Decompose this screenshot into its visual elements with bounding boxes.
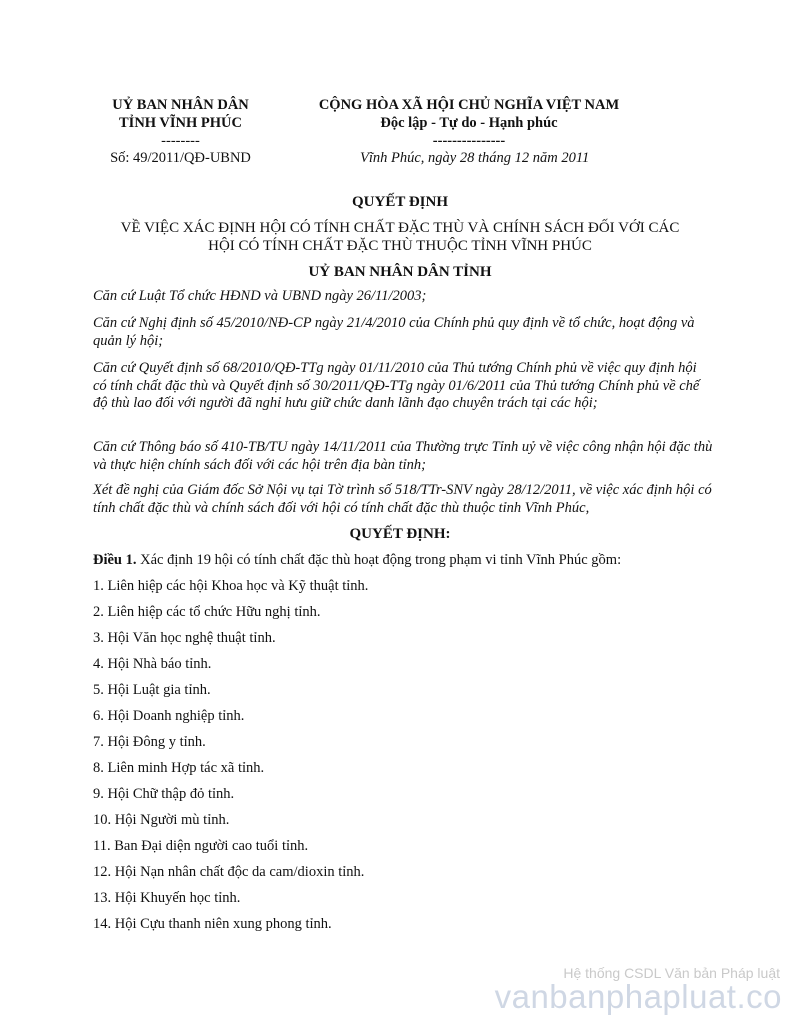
list-item: 10. Hội Người mù tỉnh.	[93, 812, 230, 828]
list-item: 3. Hội Văn học nghệ thuật tỉnh.	[93, 630, 276, 646]
list-item: 13. Hội Khuyến học tỉnh.	[93, 890, 241, 906]
list-item: 7. Hội Đông y tỉnh.	[93, 734, 206, 750]
article-1-text: Xác định 19 hội có tính chất đặc thù hoạt động trong phạm vi tỉnh Vĩnh Phúc gồm:	[136, 552, 622, 568]
article-1-label: Điều 1.	[93, 552, 137, 568]
legal-basis-4: Căn cứ Thông báo số 410-TB/TU ngày 14/11/2011 của Thường trực Tỉnh uỷ về việc công nhận hội đặc thù và thực hiện chính sách đối với các hội trên địa bàn tỉnh;	[93, 439, 713, 473]
motto: Độc lập - Tự do - Hạnh phúc	[380, 115, 558, 131]
legal-basis-5: Xét đề nghị của Giám đốc Sở Nội vụ tại Tờ trình số 518/TTr-SNV ngày 28/12/2011, về việc xác định hội có tính chất đặc thù và chính sách đối với hội có tính chất đặc thù thuộc tỉnh Vĩnh Phúc,	[93, 482, 712, 516]
decision-heading: QUYẾT ĐỊNH:	[349, 526, 451, 542]
issuing-agency	[78, 96, 283, 150]
list-item: 6. Hội Doanh nghiệp tỉnh.	[93, 708, 245, 724]
list-item: 2. Liên hiệp các tổ chức Hữu nghị tỉnh.	[93, 604, 321, 620]
legal-basis-3: Căn cứ Quyết định số 68/2010/QĐ-TTg ngày 01/11/2010 của Thủ tướng Chính phủ về việc quy định hội có tính chất đặc thù và Quyết định số 30/2011/QĐ-TTg ngày 01/6/2011 của Thủ tướng Chính phủ về chế độ thù lao đối với người đã nghỉ hưu giữ chức danh lãnh đạo chuyên trách tại các hội;	[93, 360, 700, 411]
subtitle-line2: HỘI CÓ TÍNH CHẤT ĐẶC THÙ THUỘC TỈNH VĨNH PHÚC	[208, 238, 592, 254]
motto-separator: ---------------	[432, 133, 506, 149]
country-name: CỘNG HÒA XÃ HỘI CHỦ NGHĨA VIỆT NAM	[318, 97, 620, 113]
place-date: Vĩnh Phúc, ngày 28 tháng 12 năm 2011	[360, 150, 590, 166]
agency-line2: TỈNH VĨNH PHÚC	[119, 115, 242, 131]
agency-line1: UỶ BAN NHÂN DÂN	[112, 97, 249, 113]
document-subtitle	[100, 219, 700, 255]
subtitle-line1: VỀ VIỆC XÁC ĐỊNH HỘI CÓ TÍNH CHẤT ĐẶC THÙ VÀ CHÍNH SÁCH ĐỐI VỚI CÁC	[120, 220, 680, 236]
list-item: 12. Hội Nạn nhân chất độc da cam/dioxin tỉnh.	[93, 864, 365, 880]
list-item: 8. Liên minh Hợp tác xã tỉnh.	[93, 760, 265, 776]
article-1	[93, 552, 713, 569]
list-item: 5. Hội Luật gia tỉnh.	[93, 682, 211, 698]
agency-separator: --------	[161, 133, 200, 149]
legal-basis-2: Căn cứ Nghị định số 45/2010/NĐ-CP ngày 21/4/2010 của Chính phủ quy định về tổ chức, hoạt động và quản lý hội;	[93, 315, 695, 349]
national-motto	[288, 96, 650, 150]
list-item: 14. Hội Cựu thanh niên xung phong tỉnh.	[93, 916, 332, 932]
watermark-caption: Hệ thống CSDL Văn bản Pháp luật	[563, 965, 780, 981]
issuer-heading: UỶ BAN NHÂN DÂN TỈNH	[308, 264, 492, 280]
list-item: 4. Hội Nhà báo tỉnh.	[93, 656, 212, 672]
watermark-site: vanbanphapluat.co	[494, 978, 782, 1015]
list-item: 11. Ban Đại diện người cao tuổi tỉnh.	[93, 838, 309, 854]
document-title: QUYẾT ĐỊNH	[352, 194, 448, 210]
legal-basis-1: Căn cứ Luật Tổ chức HĐND và UBND ngày 26/11/2003;	[93, 288, 427, 304]
document-number: Số: 49/2011/QĐ-UBND	[110, 150, 251, 166]
list-item: 1. Liên hiệp các hội Khoa học và Kỹ thuật tỉnh.	[93, 578, 369, 594]
list-item: 9. Hội Chữ thập đỏ tỉnh.	[93, 786, 235, 802]
